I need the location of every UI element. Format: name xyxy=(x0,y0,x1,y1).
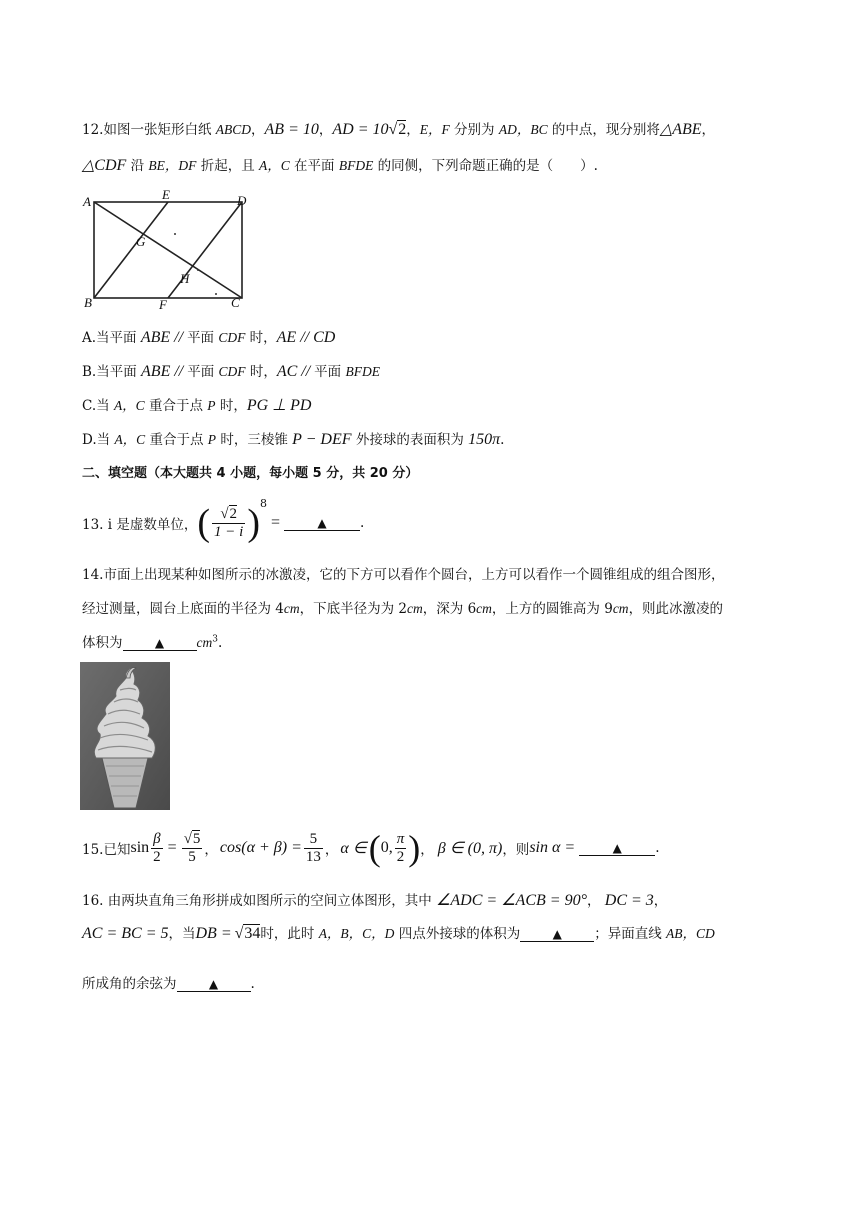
q14-text: 体积为 xyxy=(82,635,123,651)
q12-text: 折起，且 xyxy=(196,158,259,174)
q15-two: 2 xyxy=(153,848,161,865)
q16-acbc: AC = BC = 5 xyxy=(82,925,169,942)
q16-text: ；异面直线 xyxy=(594,926,667,942)
q15-beta-fraction xyxy=(151,831,163,866)
option-text: 平面 xyxy=(314,364,346,380)
q15-eq: = xyxy=(167,839,177,856)
q15-interval-left: 0, xyxy=(380,839,393,856)
q12-comma: ， xyxy=(701,122,716,138)
q12-tri-cdf: △CDF xyxy=(82,157,127,174)
option-italic: P xyxy=(207,398,216,413)
q15-answer-blank: ▲ xyxy=(579,841,655,856)
q14-end: . xyxy=(217,635,223,651)
option-text: C.当 xyxy=(82,398,114,414)
option-text: D.当 xyxy=(82,432,115,448)
option-italic: CDF xyxy=(218,330,246,345)
q16-answer-blank-1: ▲ xyxy=(520,927,594,942)
q12-text: 沿 xyxy=(126,158,149,174)
q15-five: 5 xyxy=(188,848,196,865)
label-e: E xyxy=(162,190,170,202)
option-italic: BFDE xyxy=(345,364,380,379)
q16-line2: AC = BC = 5，当DB = √34时，此时 A，B，C，D 四点外接球的体积为 ▲ ；异面直线 AB，CD xyxy=(82,925,715,942)
q16-text: ，当 xyxy=(168,926,196,942)
q12-comma: ， xyxy=(406,122,420,138)
q12-ef: E，F xyxy=(419,122,450,137)
q14-unit: cm xyxy=(476,601,492,616)
q13-answer-blank: ▲ xyxy=(284,516,360,531)
q13-fraction: $\frac{√2}{1 - i}$ xyxy=(214,505,244,540)
ice-cream-image xyxy=(80,662,170,810)
option-math: PG ⊥ PD xyxy=(246,397,312,414)
q12-line1: 12.如图一张矩形白纸 ABCD，AB = 10，AD = 10√2，E，F 分别为 AD，BC 的中点，现分别将△ABE， xyxy=(82,121,716,138)
q14-answer-blank: ▲ xyxy=(123,636,197,651)
option-math: ABE // xyxy=(140,329,188,346)
q12-option-d xyxy=(82,428,504,449)
q15-sin: sin xyxy=(130,839,150,856)
q14-text: ，则此冰激凌的 xyxy=(628,601,724,617)
q14-unit: cm xyxy=(196,635,213,650)
section-heading: 二、填空题（本大题共 4 小题，每小题 5 分，共 20 分） xyxy=(82,466,419,481)
q15: 15.已知 sin $\frac{\beta}{2}$ = $\frac{√5}{5}$ ， cos(α + β) = $\frac{5}{13}$ ， α ∈ ( 0, $\frac{\pi}{2}$ ) ， β ∈ (0, π) ，则 sin α = ▲ . xyxy=(82,828,660,868)
option-text: A.当平面 xyxy=(82,330,141,346)
q15-text: 15.已知 xyxy=(82,842,131,858)
q16-line1 xyxy=(82,889,782,910)
q16-line3 xyxy=(82,972,255,992)
q12-ad-eq: AD = 10 xyxy=(332,121,389,138)
q14-text: ，上方的圆锥高为 9 xyxy=(491,601,613,617)
q15-cos-fraction xyxy=(304,831,323,866)
q13-end: . xyxy=(360,515,365,531)
q12-option-a xyxy=(82,326,335,347)
q12-option-b xyxy=(82,360,380,381)
label-g: G xyxy=(136,234,146,249)
q16-ab-cd: AB，CD xyxy=(666,926,715,941)
q14-unit: cm xyxy=(612,601,629,616)
q15-comma: ， xyxy=(204,842,218,858)
q14-line2 xyxy=(82,597,723,617)
q13-eq: = xyxy=(270,514,281,531)
q13-root: 2 xyxy=(229,505,238,522)
q12-ab-eq: AB = 10 xyxy=(264,121,319,138)
q15-cos-expr: cos(α + β) = xyxy=(219,839,302,856)
q15-end: . xyxy=(655,840,660,856)
q14-line1: 14.市面上出现某种如图所示的冰激凌，它的下方可以看作个圆台，上方可以看作一个圆锥组成的组合图形， xyxy=(82,567,725,583)
q12-abcd: ABCD xyxy=(215,122,252,137)
option-math: P − DEF xyxy=(292,431,352,448)
option-text: 平面 xyxy=(187,330,219,346)
q12-a-c: A，C xyxy=(259,158,290,173)
label-c: C xyxy=(231,295,240,310)
q15-pi-den: 2 xyxy=(396,848,405,865)
option-text: 时， xyxy=(215,398,247,414)
option-text: 外接球的表面积为 xyxy=(351,432,469,448)
q16-comma: ， xyxy=(653,893,668,909)
q12-text: 的中点，现分别将 xyxy=(547,122,660,138)
q15-alpha-in: α ∈ xyxy=(340,840,367,857)
option-text: . xyxy=(500,432,505,448)
label-f: F xyxy=(159,297,167,312)
q12-text: 的同侧，下列命题正确的是（ ）. xyxy=(373,158,598,174)
q12-be-df: BE，DF xyxy=(148,158,197,173)
q15-text: ，则 xyxy=(502,842,530,858)
q15-beta-in: β ∈ (0, π) xyxy=(437,840,503,857)
q14-line3 xyxy=(82,631,222,651)
q12-option-c xyxy=(82,394,311,415)
q12-bfde: BFDE xyxy=(338,158,374,173)
q15-comma: ， xyxy=(324,842,339,858)
option-text: B.当平面 xyxy=(82,364,142,380)
q12-ad-root: 2 xyxy=(398,121,407,138)
q15-comma: ， xyxy=(420,842,434,858)
q16-comma: ， xyxy=(586,893,601,909)
q16-angle: ∠ADC = ∠ACB = 90° xyxy=(436,892,587,909)
q15-n5: 5 xyxy=(304,831,323,849)
option-italic: P xyxy=(207,432,217,447)
option-math: 150π xyxy=(468,431,501,448)
q12-text: 在平面 xyxy=(289,158,339,174)
q16-text: 16. 由两块直角三角形拼成如图所示的空间立体图形，其中 xyxy=(82,893,432,909)
line-be xyxy=(94,202,168,298)
q14-unit-exp: 3 xyxy=(212,634,218,645)
option-italic: A，C xyxy=(113,398,145,413)
q12-ad-bc: AD，BC xyxy=(498,122,548,137)
q14-unit: cm xyxy=(283,601,300,616)
option-italic: CDF xyxy=(218,364,246,379)
q15-beta: β xyxy=(151,831,163,849)
q14-text: ，深为 6 xyxy=(422,601,477,617)
label-a: A xyxy=(83,194,91,209)
q12-tri-abe: △ABE xyxy=(659,121,702,138)
q13-den: 1 − i xyxy=(214,523,244,540)
q15-root5: 5 xyxy=(192,830,201,847)
q16-answer-blank-2: ▲ xyxy=(177,977,251,992)
q12-text: 分别为 xyxy=(449,122,499,138)
q13-exponent: 8 xyxy=(259,496,267,510)
option-math: AE // CD xyxy=(276,329,336,346)
q12-rectangle-figure xyxy=(80,190,260,312)
q16-text: 时，此时 xyxy=(260,926,319,942)
q16-text: 四点外接球的体积为 xyxy=(394,926,521,942)
q14-text: ，下底半径为为 2 xyxy=(299,601,408,617)
q15-pi: π xyxy=(396,830,405,847)
option-text: 平面 xyxy=(187,364,219,380)
q12-comma: ， xyxy=(318,122,333,138)
q16-dc: DC = 3 xyxy=(604,892,654,909)
option-math: ABE // xyxy=(141,363,188,380)
q12-comma: ， xyxy=(251,122,265,138)
diagonal-ac xyxy=(94,202,242,298)
option-text: 时，三棱锥 xyxy=(216,432,293,448)
q15-n13: 13 xyxy=(305,848,321,865)
q14-text: 经过测量，圆台上底面的半径为 4 xyxy=(82,601,284,617)
q15-sin-alpha: sin α = xyxy=(529,839,576,856)
option-text: 时， xyxy=(245,364,277,380)
label-b: B xyxy=(84,295,92,310)
q12-line2 xyxy=(82,154,598,175)
q16-abcd: A，B，C，D xyxy=(318,926,395,941)
option-text: 重合于点 xyxy=(145,432,208,448)
q16-end: . xyxy=(250,976,255,992)
label-h: H xyxy=(180,271,190,286)
q13-text: 13. i 是虚数单位， xyxy=(82,517,198,533)
q12-text: 12.如图一张矩形白纸 xyxy=(82,122,216,138)
option-text: 重合于点 xyxy=(144,398,208,414)
option-text: 时， xyxy=(245,330,277,346)
option-italic: A，C xyxy=(114,432,146,447)
option-math: AC // xyxy=(276,363,315,380)
q16-db-root: 34 xyxy=(244,925,261,942)
q16-db: DB = xyxy=(195,925,232,942)
q15-root-fraction: $\frac{√5}{5}$ xyxy=(183,830,201,865)
q16-text: 所成角的余弦为 xyxy=(82,976,177,992)
q13: 13. i 是虚数单位， ( $\frac{√2}{1 - i}$ ) 8 = ▲ . xyxy=(82,496,365,544)
q14-unit: cm xyxy=(407,601,423,616)
q15-pi-fraction xyxy=(395,831,407,866)
label-d: D xyxy=(237,193,247,208)
